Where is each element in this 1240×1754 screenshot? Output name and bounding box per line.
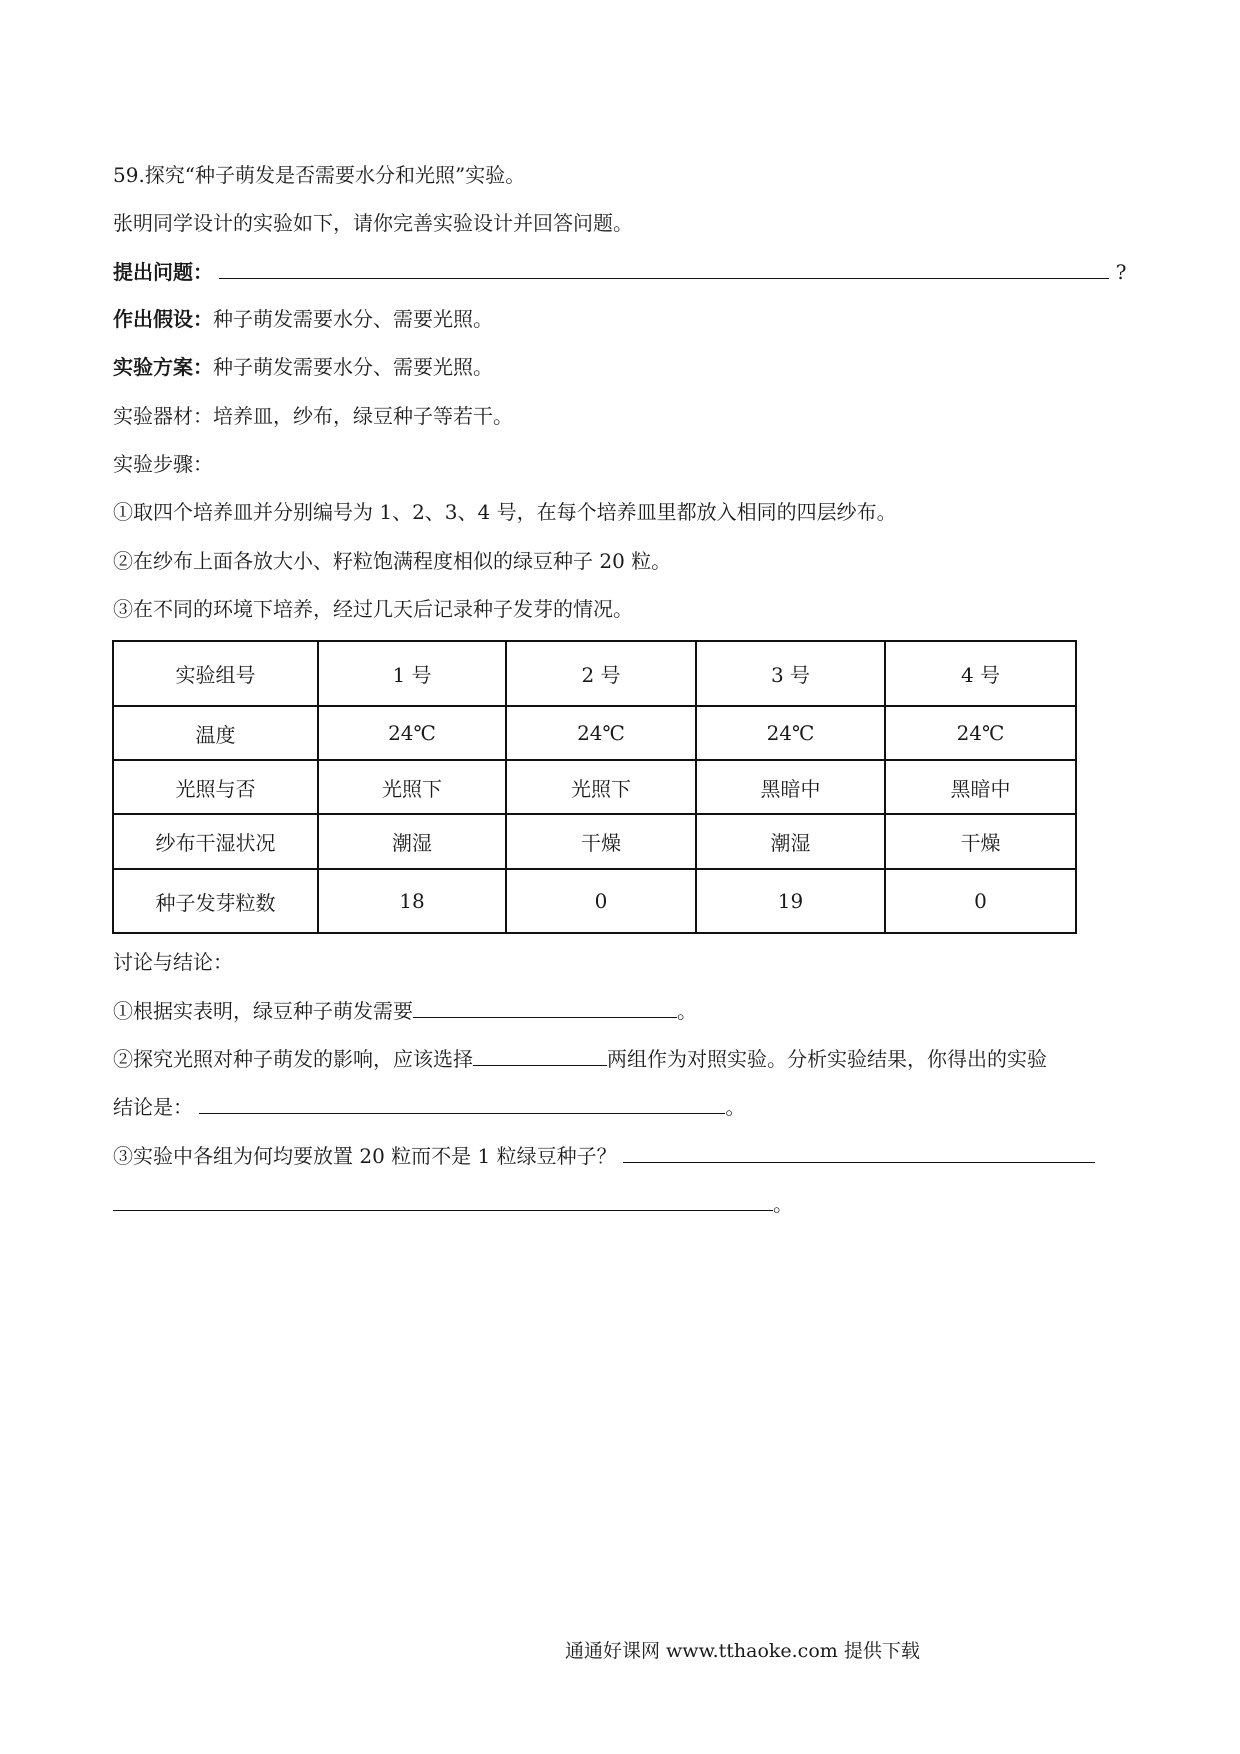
discussion-q2-conclusion	[113, 1094, 745, 1119]
steps-heading: 实验步骤：	[113, 452, 213, 476]
step-2: ②在纱布上面各放大小、籽粒饱满程度相似的绿豆种子 20 粒。	[113, 549, 672, 573]
q2-conclusion-end: 。	[725, 1095, 746, 1119]
q1-blank[interactable]	[413, 998, 677, 1018]
hypothesis-line	[113, 307, 493, 331]
experiment-table	[112, 640, 1077, 934]
discussion-q3-cont	[113, 1191, 793, 1216]
q3-blank-1[interactable]	[623, 1143, 1095, 1163]
q3-blank-2[interactable]	[113, 1191, 773, 1211]
question-intro: 张明同学设计的实验如下，请你完善实验设计并回答问题。	[113, 211, 633, 235]
q1-end: 。	[677, 999, 697, 1023]
table-cell: 干燥	[506, 814, 696, 869]
table-row	[113, 869, 1076, 933]
table-cell: 3 号	[696, 641, 885, 706]
step-3: ③在不同的环境下培养，经过几天后记录种子发芽的情况。	[113, 597, 633, 621]
table-cell: 24℃	[885, 706, 1076, 760]
footer-credit: 通通好课网 www.tthaoke.com 提供下载	[565, 1640, 920, 1662]
q2-blank[interactable]	[473, 1046, 607, 1066]
problem-blank[interactable]	[219, 259, 1109, 279]
q2-conclusion-blank[interactable]	[199, 1094, 725, 1114]
table-cell: 24℃	[318, 706, 506, 760]
problem-end: ?	[1115, 260, 1127, 284]
hypothesis-label: 作出假设：	[113, 307, 213, 331]
table-row	[113, 641, 1076, 706]
table-cell: 0	[885, 869, 1076, 933]
discussion-heading: 讨论与结论：	[113, 950, 233, 974]
plan-text: 种子萌发需要水分、需要光照。	[213, 355, 493, 379]
table-cell: 潮湿	[318, 814, 506, 869]
plan-label: 实验方案：	[113, 355, 213, 379]
table-row	[113, 706, 1076, 760]
table-cell: 纱布干湿状况	[113, 814, 318, 869]
table-row	[113, 760, 1076, 814]
hypothesis-text: 种子萌发需要水分、需要光照。	[213, 307, 493, 331]
table-cell: 温度	[113, 706, 318, 760]
discussion-q2	[113, 1046, 1047, 1071]
table-cell: 干燥	[885, 814, 1076, 869]
problem-label: 提出问题：	[113, 260, 213, 284]
table-cell: 24℃	[506, 706, 696, 760]
table-cell: 黑暗中	[885, 760, 1076, 814]
table-cell: 光照下	[318, 760, 506, 814]
table-cell: 24℃	[696, 706, 885, 760]
table-cell: 19	[696, 869, 885, 933]
table-cell: 0	[506, 869, 696, 933]
discussion-q1	[113, 998, 697, 1023]
table-cell: 种子发芽粒数	[113, 869, 318, 933]
table-cell: 18	[318, 869, 506, 933]
question-title: 59.探究“种子萌发是否需要水分和光照”实验。	[113, 163, 526, 187]
table-cell: 2 号	[506, 641, 696, 706]
table-cell: 潮湿	[696, 814, 885, 869]
problem-line	[113, 259, 1126, 284]
q3-end: 。	[773, 1192, 793, 1216]
table-cell: 光照与否	[113, 760, 318, 814]
q3-text: ③实验中各组为何均要放置 20 粒而不是 1 粒绿豆种子？	[113, 1144, 617, 1168]
discussion-q3	[113, 1143, 1095, 1168]
table-cell: 光照下	[506, 760, 696, 814]
step-1: ①取四个培养皿并分别编号为 1、2、3、4 号，在每个培养皿里都放入相同的四层纱布。	[113, 500, 897, 524]
table-cell: 1 号	[318, 641, 506, 706]
q1-text: ①根据实表明，绿豆种子萌发需要	[113, 999, 413, 1023]
table-cell: 4 号	[885, 641, 1076, 706]
q2-conclusion-label: 结论是：	[113, 1095, 193, 1119]
table-row	[113, 814, 1076, 869]
plan-line	[113, 355, 493, 379]
materials: 实验器材：培养皿，纱布，绿豆种子等若干。	[113, 404, 513, 428]
q2-text: ②探究光照对种子萌发的影响，应该选择	[113, 1047, 473, 1071]
q2-after: 两组作为对照实验。分析实验结果，你得出的实验	[607, 1047, 1047, 1071]
table-cell: 实验组号	[113, 641, 318, 706]
table-cell: 黑暗中	[696, 760, 885, 814]
